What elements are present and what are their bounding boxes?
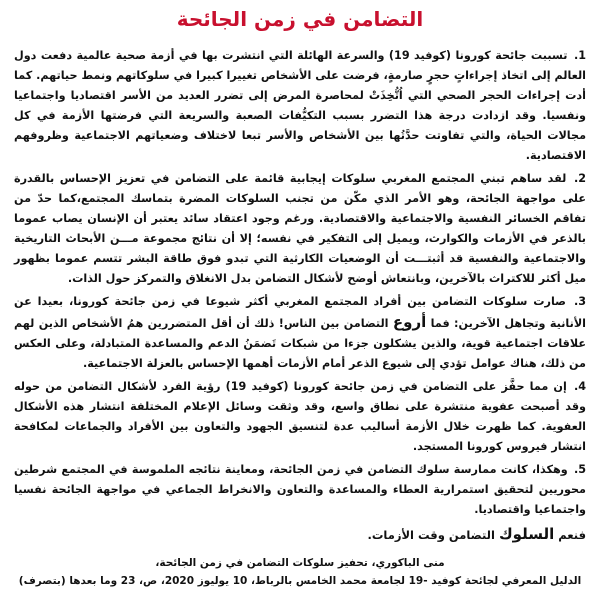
paragraph-text-start: صارت سلوكات التضامن بين أفراد المجتمع المغربي أكثر شيوعا في زمن جائحة كورونا، بعيدا عن الأنانية وتجاهل الآخرين: فما	[14, 295, 586, 330]
document-title: التضامن في زمن الجائحة	[176, 7, 424, 31]
paragraph-text-end: التضامن بين الناس! ذلك أن أقل المتضررين همُ الأشخاص الذين لهم علاقات اجتماعية قوية، والذين يشكلون جزءا من شبكات تَضمَنُ الدعم والمساعدة المتبادلة، وعلى العكس من ذلك، هناك عوامل تؤدي إلى شيوع الذعر أمام الأزمات أهمها الإحساس بالعزلة الاجتماعية.	[14, 317, 586, 370]
paragraph-number: 1.	[573, 49, 586, 62]
closing-emphasized-word: السلوك	[498, 525, 555, 543]
paragraph-text: إن مما حفَّز على التضامن في زمن جائحة كورونا (كوفيد 19) رؤية الفرد لأشكال التضامن من حوله وقد أصبحت عفوية منتشرة على نطاق واسع، وقد وثقت وسائل الإعلام المختلفة انتشار هذه الأشكال العفوية. كما ظهرت خلال الأزمة أساليب عدة لتنسيق الجهود والتعاون بين الأفراد والجماعات لمكافحة انتشار فيروس كورونا المستجد.	[14, 380, 586, 453]
paragraph-number: 2.	[573, 172, 586, 185]
closing-end: التضامن وقت الأزمات.	[367, 528, 495, 542]
paragraph-number: 5.	[573, 463, 586, 476]
closing-sentence	[14, 523, 586, 546]
paragraph-number: 3.	[573, 295, 586, 308]
closing-start: فنعم	[558, 528, 586, 542]
source-reference: الدليل المعرفي لجائحة كوفيد -19 لجامعة محمد الخامس بالرباط، 10 يوليوز 2020، ص، 23 وما بعدها (بتصرف)	[18, 575, 582, 587]
paragraph-5	[14, 460, 586, 520]
paragraph-3	[14, 292, 586, 374]
paragraph-1	[14, 46, 586, 166]
emphasized-word: أروع	[392, 313, 427, 331]
paragraph-text: تسببت جائحة كورونا (كوفيد 19) والسرعة الهائلة التي انتشرت بها في أزمة صحية عالمية دفعت دول العالم إلى اتخاذ إجراءاتٍ حجرٍ صارمةٍ، فرضت على الأشخاص تغييرا كبيرا في سلوكاتهم ونمط حياتهم. كما أدت إجراءات الحجر الصحي التي اُتُّخِذَتْ لمحاصرة المرض إلى تضرر العديد من الأسر اقتصاديا واجتماعيا ونفسيا. وقد ازدادت درجة هذا التضرر بسبب التكيُّفات الصعبة والسريعة التي فرضتها الأزمة في كل مجالات الحياة، والتي تفاوتت حدَّتُها بين الأشخاص والأسر تبعا لاختلاف وضعياتهم الاجتماعية وظروفهم الاقتصادية.	[14, 49, 586, 162]
paragraph-text: وهكذا، كانت ممارسة سلوك التضامن في زمن الجائحة، ومعاينة نتائجه الملموسة في المجتمع شرطين محوريين لتحقيق استمرارية العطاء والمساعدة والتعاون والانخراط الجماعي في مواجهة الجائحة نفسيا واجتماعيا واقتصاديا.	[14, 463, 586, 516]
paragraph-2	[14, 169, 586, 289]
source-author: منى الباكوري، تحفيز سلوكات التضامن في زمن الجائحة،	[155, 557, 445, 569]
paragraph-number: 4.	[573, 380, 586, 393]
paragraph-4	[14, 377, 586, 457]
paragraph-text: لقد ساهم تبني المجتمع المغربي سلوكات إيجابية قائمة على التضامن في تعزيز الإحساس بالقدرة على مواجهة الجائحة، وهو الأمر الذي مكّن من تجنب السلوكات المضرة بتماسك المجتمع،كما حدّ من تفاقم الخسائر النفسية والاجتماعية والاقتصادية. ورغم وجود اعتقاد سائد يعتبر أن الإنسان يصاب عموما بالذعر في الأزمات والكوارث، ويميل إلى التفكير في نفسه؛ إلا أن نتائج مجموعة مـــن الأبحاث التاريخية والاجتماعية والنفسية قد أثبتـــت أن الوضعيات الكارثية التي تبدو فوق طاقة البشر تتسم عموما بظهور ميل أكثر للاكتراث بالآخرين، وبانتعاش أوضح لأشكال التضامن بدل الانغلاق والتمركز حول الذات.	[14, 172, 586, 285]
